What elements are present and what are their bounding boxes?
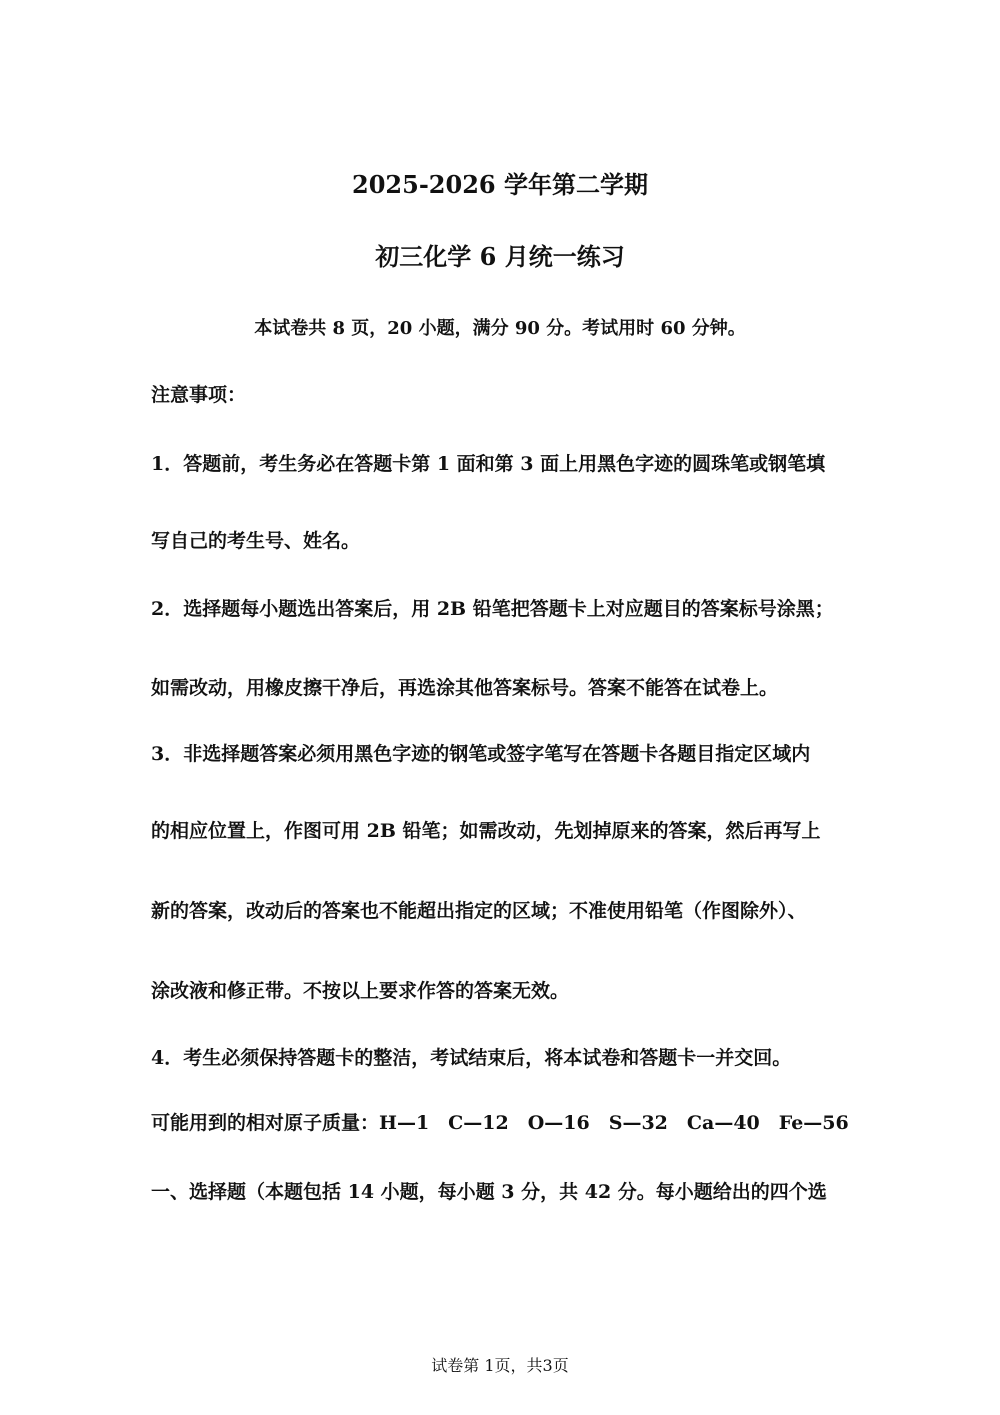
section-1-heading: 一、选择题（本题包括 14 小题，每小题 3 分，共 42 分。每小题给出的四个选 — [151, 1181, 827, 1203]
notice-item-3-line-2: 的相应位置上，作图可用 2B 铅笔；如需改动，先划掉原来的答案，然后再写上 — [151, 820, 821, 842]
notice-item-2-line-1: 2．选择题每小题选出答案后，用 2B 铅笔把答题卡上对应题目的答案标号涂黑； — [151, 598, 834, 620]
notice-item-3-line-3: 新的答案，改动后的答案也不能超出指定的区域；不准使用铅笔（作图除外）、 — [151, 900, 807, 922]
notice-item-1-line-2: 写自己的考生号、姓名。 — [151, 530, 361, 552]
notice-item-2-line-2: 如需改动，用橡皮擦干净后，再选涂其他答案标号。答案不能答在试卷上。 — [151, 677, 779, 699]
exam-title-term: 2025-2026 学年第二学期 — [352, 170, 648, 199]
notice-item-3-line-1: 3．非选择题答案必须用黑色字迹的钢笔或签字笔写在答题卡各题目指定区域内 — [151, 743, 811, 765]
page-footer: 试卷第 1页，共3页 — [431, 1356, 569, 1375]
notice-item-1-line-1: 1．答题前，考生务必在答题卡第 1 面和第 3 面上用黑色字迹的圆珠笔或钢笔填 — [151, 453, 826, 475]
notice-item-3-line-4: 涂改液和修正带。不按以上要求作答的答案无效。 — [151, 980, 570, 1002]
notice-item-4: 4．考生必须保持答题卡的整洁，考试结束后，将本试卷和答题卡一并交回。 — [151, 1047, 792, 1069]
exam-info: 本试卷共 8 页，20 小题，满分 90 分。考试用时 60 分钟。 — [254, 318, 746, 339]
atomic-mass-reference: 可能用到的相对原子质量：H—1 C—12 O—16 S—32 Ca—40 Fe—56 — [151, 1112, 849, 1134]
exam-title-subject: 初三化学 6 月统一练习 — [375, 242, 625, 271]
notice-heading: 注意事项： — [151, 384, 247, 406]
